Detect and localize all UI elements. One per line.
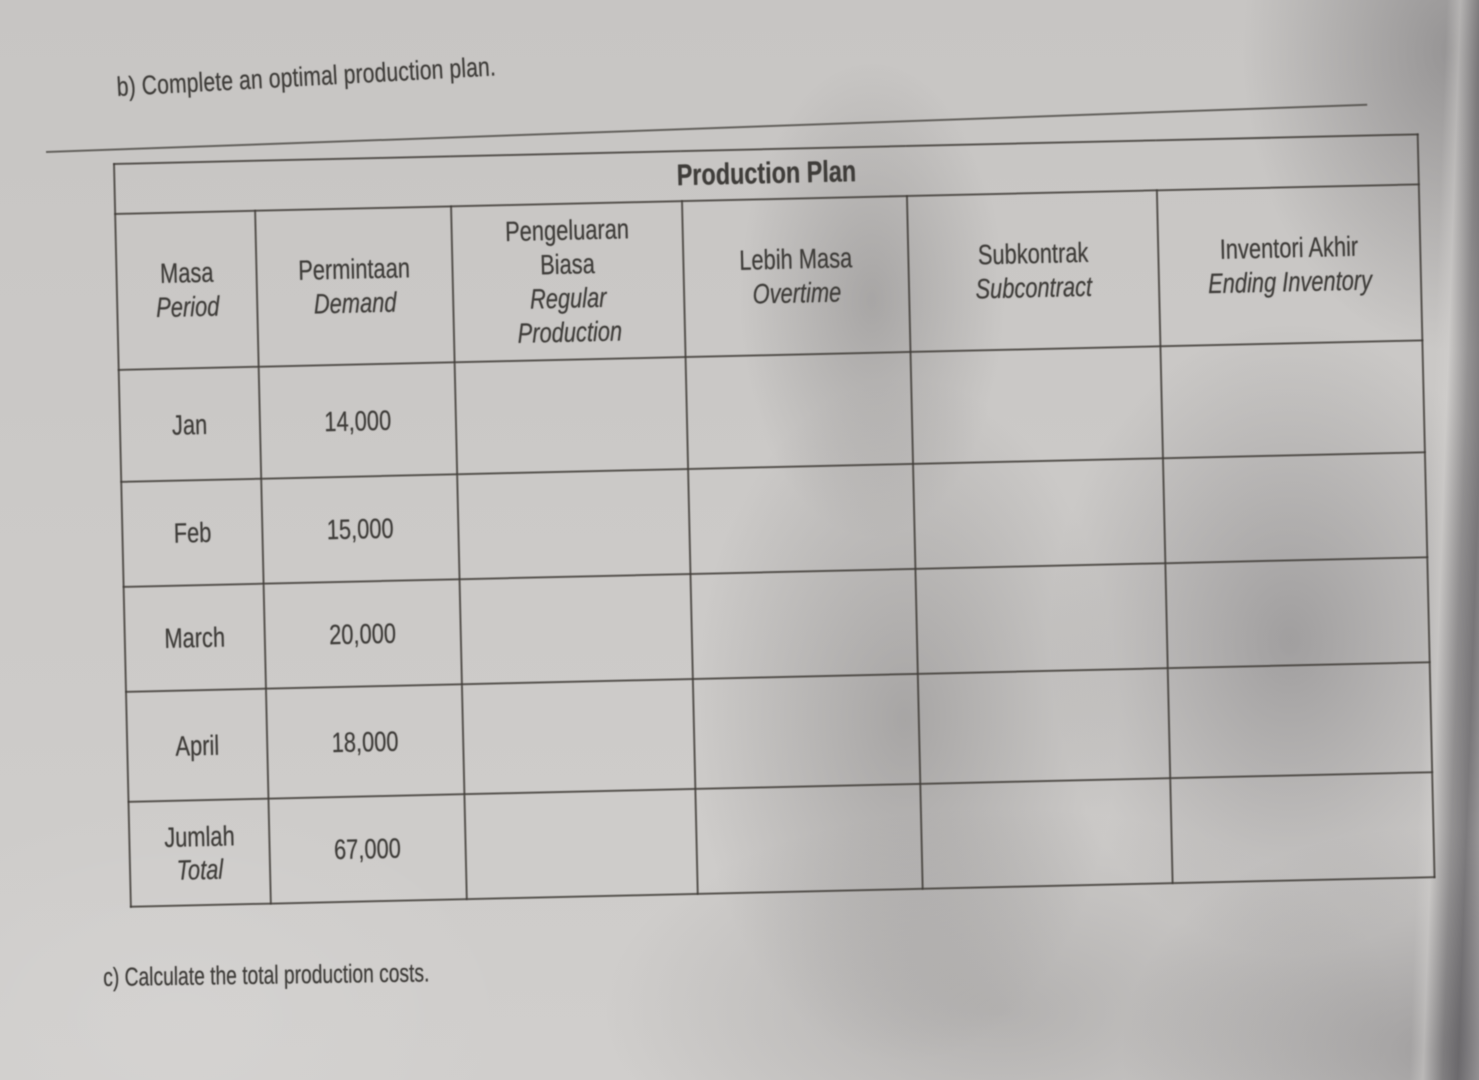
header-permintaan-demand	[255, 206, 454, 366]
cell-subcontract-total	[920, 778, 1172, 889]
cell-ending-feb	[1163, 452, 1427, 563]
cell-overtime-feb	[688, 464, 915, 574]
instruction-c-text: c) Calculate the total production costs.	[103, 957, 430, 992]
header-demand: Demand	[313, 286, 397, 320]
cell-overtime-jan	[686, 352, 913, 469]
cell-overtime-march	[690, 569, 917, 679]
header-overtime-en: Overtime	[751, 276, 842, 310]
header-biasa: Biasa	[540, 248, 596, 281]
header-regular-production	[451, 201, 685, 362]
header-subkontrak: Subkontrak	[977, 236, 1089, 271]
cell-regular-april	[462, 679, 695, 794]
cell-period-feb: Feb	[121, 479, 263, 587]
cell-ending-total	[1170, 772, 1434, 883]
cell-regular-feb	[457, 469, 690, 579]
cell-regular-march	[460, 574, 693, 684]
cell-subcontract-feb	[913, 458, 1165, 569]
cell-regular-total	[464, 789, 697, 899]
header-masa: Masa	[159, 256, 214, 289]
header-period: Period	[155, 290, 220, 324]
cell-subcontract-april	[918, 668, 1170, 784]
instruction-c	[103, 956, 544, 993]
label-total: Total	[176, 853, 224, 886]
label-jumlah: Jumlah	[163, 819, 235, 853]
cell-demand-jan: 14,000	[259, 362, 457, 478]
table-header-row	[115, 184, 1422, 370]
header-ending-inventory	[1157, 184, 1423, 346]
header-ending-inventory-en: Ending Inventory	[1207, 264, 1373, 300]
instruction-b	[116, 46, 604, 103]
header-production: Production	[516, 315, 623, 349]
cell-subcontract-jan	[910, 346, 1162, 464]
cell-period-march: March	[124, 584, 266, 692]
cell-ending-march	[1165, 557, 1429, 668]
production-plan-table	[113, 133, 1436, 907]
cell-overtime-total	[695, 784, 922, 894]
cell-demand-feb: 15,000	[261, 474, 459, 583]
cell-ending-jan	[1160, 340, 1425, 458]
instruction-b-text: b) Complete an optimal production plan.	[116, 51, 497, 102]
header-overtime	[682, 196, 910, 357]
header-inventori-akhir: Inventori Akhir	[1219, 230, 1359, 265]
cell-ending-april	[1168, 662, 1433, 778]
cell-regular-jan	[455, 357, 688, 474]
cell-period-total	[128, 799, 270, 907]
header-regular: Regular	[530, 281, 608, 315]
cell-period-jan: Jan	[119, 367, 262, 482]
table-title: Production Plan	[676, 155, 857, 193]
header-pengeluaran: Pengeluaran	[504, 213, 630, 248]
header-subcontract-en: Subcontract	[975, 270, 1093, 305]
header-subcontract	[907, 190, 1160, 352]
cell-demand-march: 20,000	[264, 579, 462, 688]
header-masa-period	[115, 211, 259, 370]
header-lebih-masa: Lebih Masa	[739, 242, 853, 276]
cell-period-april: April	[126, 689, 268, 802]
header-permintaan: Permintaan	[298, 252, 411, 286]
cell-subcontract-march	[915, 563, 1167, 674]
cell-demand-april: 18,000	[266, 684, 464, 798]
cell-overtime-april	[693, 674, 920, 789]
cell-demand-total: 67,000	[268, 794, 466, 903]
